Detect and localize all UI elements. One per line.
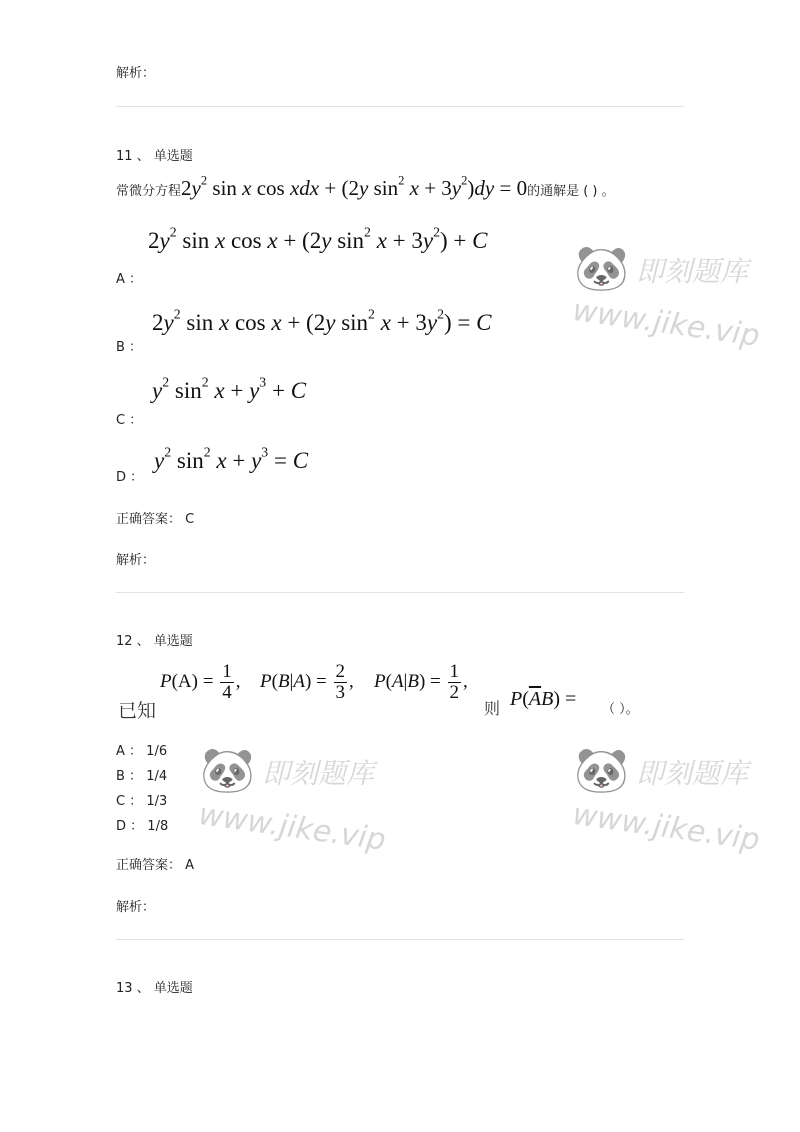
option-text: 1/3: [146, 794, 168, 809]
option-b-formula: $2y^2$ sin x cos x + (2y $\sin^2 x + 3y^2) = C$: [152, 306, 492, 335]
watermark: [196, 738, 416, 878]
divider: [116, 106, 684, 107]
target-prob: $P(\overline{A}B)$ =: [510, 688, 577, 710]
option-c-formula: $y^2$ $\sin^2 x + y^3 + C$: [152, 374, 307, 403]
prob-b-given-a: P(B|A) = $\frac{2}{3}$ ,: [260, 661, 354, 703]
watermark-brand: 即刻题库: [636, 255, 749, 288]
analysis-label: 解析：: [116, 66, 156, 81]
option-b-label[interactable]: B ：: [116, 340, 143, 355]
answer-value: C: [185, 512, 195, 527]
stem-equation: $2y^2$ sin x cos xdx + (2y $\sin^2 x + 3y^2)dy = 0$: [181, 173, 528, 200]
divider: [116, 592, 684, 593]
answer-12: [116, 854, 194, 873]
analysis-label: 解析：: [116, 900, 156, 915]
stem-suffix: 的通解是 ( ) 。: [527, 184, 615, 199]
option-c[interactable]: [116, 790, 167, 809]
prob-a-given-b: P(A|B) = $\frac{1}{2}$ ,: [374, 661, 468, 703]
option-d[interactable]: [116, 815, 168, 834]
question-12-number: 12 、 单选题: [116, 634, 193, 649]
option-d-label[interactable]: D ：: [116, 470, 144, 485]
option-b[interactable]: [116, 765, 167, 784]
stem-then: 则: [484, 701, 501, 718]
stem-prefix: 常微分方程: [116, 184, 182, 199]
option-text: 1/6: [146, 744, 168, 759]
option-key: B ：: [116, 769, 143, 784]
panda-logo-icon: 🐼: [574, 745, 629, 796]
option-c-label[interactable]: C ：: [116, 413, 143, 428]
panda-logo-icon: 🐼: [574, 243, 629, 294]
watermark-url: www.jike.vip: [570, 293, 762, 354]
watermark: [570, 738, 762, 858]
option-a-formula: $2y^2$ sin x cos x + (2y $\sin^2 x + 3y^2) + C$: [148, 224, 488, 253]
option-a-label[interactable]: A ：: [116, 272, 143, 287]
stem-suffix: （ ）。: [602, 702, 639, 717]
question-13-number: 13 、 单选题: [116, 981, 193, 996]
answer-prefix: 正确答案：: [116, 858, 182, 873]
option-key: A ：: [116, 744, 143, 759]
watermark-url: www.jike.vip: [570, 797, 762, 858]
question-11-number: 11 、 单选题: [116, 149, 193, 164]
panda-logo-icon: 🐼: [200, 745, 255, 796]
option-text: 1/8: [147, 819, 169, 834]
option-key: C ：: [116, 794, 143, 809]
watermark-brand: 即刻题库: [262, 757, 375, 790]
option-text: 1/4: [146, 769, 168, 784]
answer-prefix: 正确答案：: [116, 512, 182, 527]
option-key: D ：: [116, 819, 144, 834]
answer-value: A: [185, 858, 195, 873]
option-d-formula: $y^2$ $\sin^2 x + y^3 = C$: [154, 444, 309, 473]
watermark: [570, 236, 762, 356]
question-12-stem: [116, 660, 686, 720]
prob-a: P(A) = $\frac{1}{4}$ ,: [160, 661, 241, 703]
watermark-brand: 即刻题库: [636, 757, 749, 790]
analysis-label: 解析：: [116, 553, 156, 568]
stem-prefix: 已知: [118, 701, 157, 722]
option-a[interactable]: [116, 740, 167, 759]
watermark-url: www.jike.vip: [196, 797, 388, 858]
answer-11: [116, 508, 194, 527]
divider: [116, 939, 684, 940]
question-11-stem: [116, 173, 615, 201]
